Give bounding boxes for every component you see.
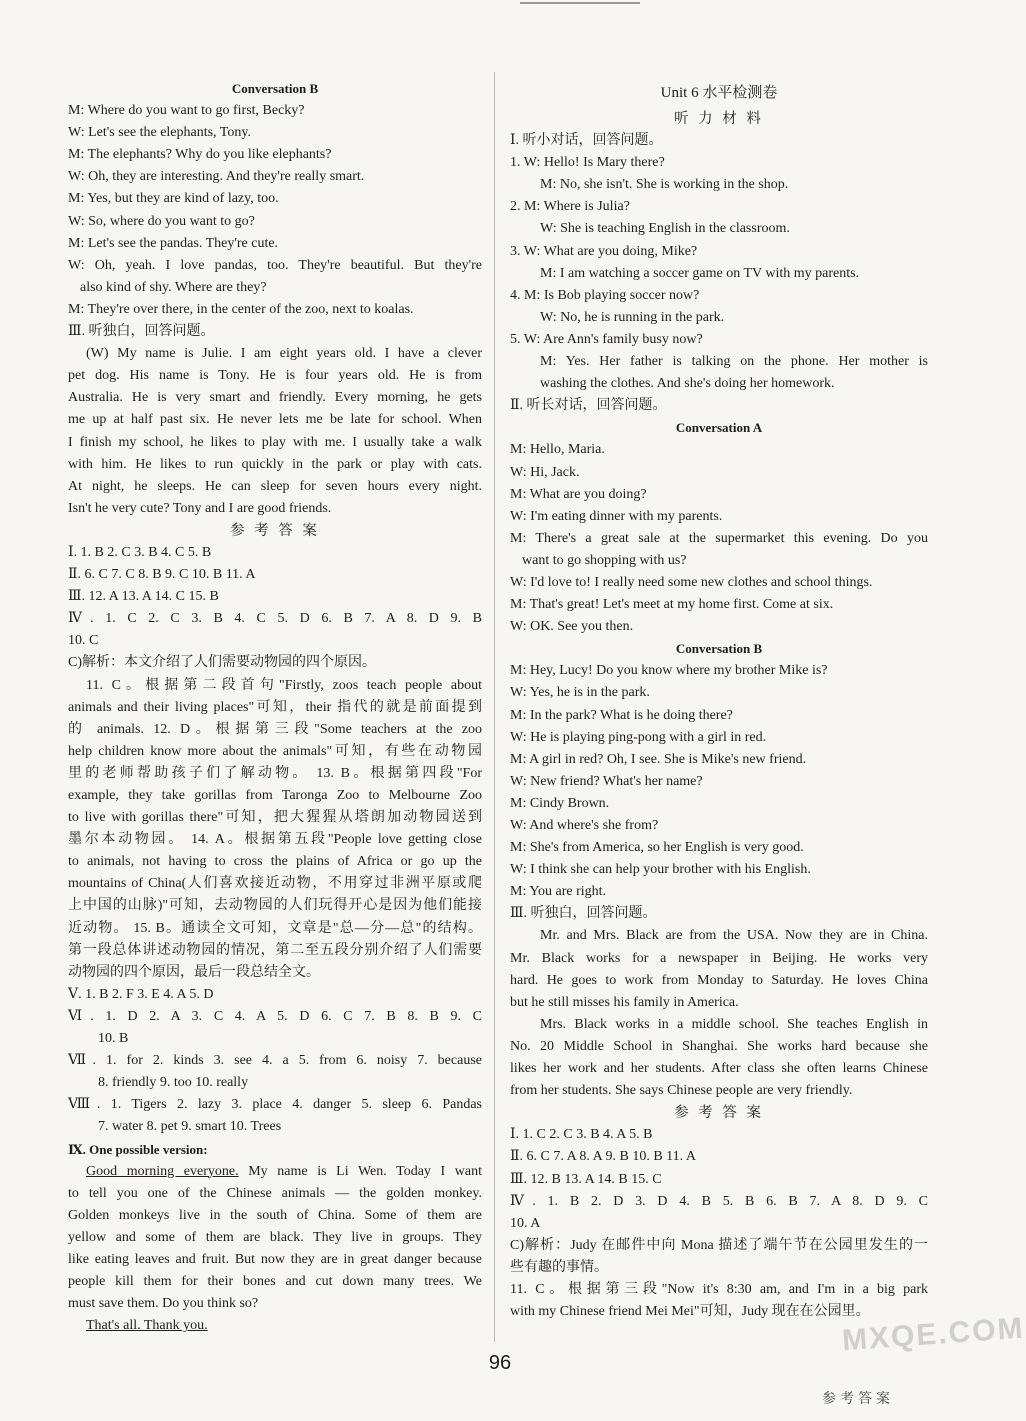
right-column-line: Mr. and Mrs. Black are from the USA. Now they are in China. <box>540 928 928 944</box>
right-column-line: M: She's from America, so her English is very good. <box>510 840 804 856</box>
right-column-line: 参 考 答 案 <box>674 1105 764 1122</box>
left-column-line: Ⅷ. 1. Tigers 2. lazy 3. place 4. danger 5. sleep 6. Pandas <box>68 1097 482 1113</box>
right-column-line: Unit 6 水平检测卷 <box>660 85 778 101</box>
left-column-line: to live with gorillas there"可知，把大猩猩从塔朗加动物园送到 <box>68 810 482 826</box>
left-column-line: Ⅰ. 1. B 2. C 3. B 4. C 5. B <box>68 544 212 560</box>
left-column-line: people kill them for their bones and cut down many trees. We <box>68 1274 482 1290</box>
right-column-line: W: New friend? What's her name? <box>510 773 703 789</box>
right-column-line: 些有趣的事情。 <box>510 1259 608 1275</box>
left-column-line: pet dog. His name is Tony. He is four years old. He is from <box>68 368 482 384</box>
left-column-line: (W) My name is Julie. I am eight years old. I have a clever <box>86 346 482 362</box>
left-column-line: like eating leaves and fruit. But now they are in great danger because <box>68 1251 482 1267</box>
right-column-line: W: Hi, Jack. <box>510 464 580 480</box>
column-divider <box>494 72 495 1342</box>
left-column-line: 近动物。 15. B。通读全文可知，文章是"总—分—总"的结构。 <box>68 920 482 936</box>
left-column-line: to tell you one of the Chinese animals — the golden monkey. <box>68 1185 482 1201</box>
left-column-line: 8. friendly 9. too 10. really <box>98 1075 249 1091</box>
left-column-line: M: Yes, but they are kind of lazy, too. <box>68 191 279 207</box>
left-column-line: Ⅴ. 1. B 2. F 3. E 4. A 5. D <box>68 986 214 1002</box>
left-column <box>68 78 482 1337</box>
right-column-line: W: He is playing ping-pong with a girl in red. <box>510 729 767 745</box>
left-column-line: 7. water 8. pet 9. smart 10. Trees <box>98 1119 282 1135</box>
right-column-line: W: And where's she from? <box>510 818 659 833</box>
left-column-line: 11. C。根据第二段首句"Firstly, zoos teach people about <box>86 677 482 693</box>
right-column-line: M: Yes. Her father is talking on the phone. Her mother is <box>540 354 928 370</box>
right-column-line: 11. C。根据第三段"Now it's 8:30 am, and I'm in a big park <box>510 1281 928 1297</box>
left-column-line: At night, he sleeps. He can sleep for seven hours every night. <box>68 478 482 494</box>
right-column-line: Ⅳ. 1. B 2. D 3. D 4. B 5. B 6. B 7. A 8. D 9. C <box>510 1193 928 1209</box>
right-column-line: Ⅲ. 听独白，回答问题。 <box>510 906 657 922</box>
left-column-line: to animals, not having to cross the plains of Africa or go up the <box>68 854 482 870</box>
left-column-line: 动物园的四个原因，最后一段总结全文。 <box>68 964 320 980</box>
left-column-line: Ⅵ. 1. D 2. A 3. C 4. A 5. D 6. C 7. B 8. B 9. C <box>68 1008 482 1024</box>
left-column-line: M: The elephants? Why do you like elephants? <box>68 147 332 163</box>
right-column-line: Ⅱ. 6. C 7. A 8. A 9. B 10. B 11. A <box>510 1149 696 1165</box>
left-column-line: Isn't he very cute? Tony and I are good friends. <box>68 500 332 516</box>
underlined-phrase: That's all. Thank you. <box>86 1318 208 1334</box>
line-text: My name is Li Wen. Today I want <box>238 1163 483 1179</box>
right-column-line: 听 力 材 料 <box>674 111 764 127</box>
right-column-line: M: A girl in red? Oh, I see. She is Mike's new friend. <box>510 751 807 767</box>
right-column-line: M: No, she isn't. She is working in the shop. <box>540 177 789 193</box>
footer-label: 参考答案 <box>822 1392 894 1407</box>
right-column-line: Ⅲ. 12. B 13. A 14. B 15. C <box>510 1171 662 1187</box>
right-column-line: M: Cindy Brown. <box>510 795 610 811</box>
right-column-line: but he still misses his family in America. <box>510 994 739 1010</box>
top-edge-mark <box>520 2 640 4</box>
right-column-line: with my Chinese friend Mei Mei"可知，Judy 现在在公园里。 <box>510 1304 870 1320</box>
left-column-line: 里的老师帮助孩子们了解动物。 13. B。根据第四段"For <box>68 765 482 781</box>
right-column-line: likes her work and her students. After class she often learns Chinese <box>510 1061 928 1077</box>
right-column-line: Mrs. Black works in a middle school. She teaches English in <box>540 1016 928 1032</box>
left-column-line: W: Oh, yeah. I love pandas, too. They're beautiful. But they're <box>68 257 482 273</box>
left-column-line: 10. C <box>68 633 99 649</box>
right-column-line: Ⅰ. 听小对话，回答问题。 <box>510 133 663 149</box>
left-column-line: 参 考 答 案 <box>230 522 320 539</box>
right-column-line: Ⅰ. 1. C 2. C 3. B 4. A 5. B <box>510 1127 653 1143</box>
underlined-phrase: Good morning everyone. <box>86 1163 239 1179</box>
right-column-line: 2. M: Where is Julia? <box>510 199 630 215</box>
right-column-line: W: I'm eating dinner with my parents. <box>510 508 723 524</box>
right-column-line: W: Yes, he is in the park. <box>510 685 650 701</box>
left-column-line: W: Oh, they are interesting. And they're really smart. <box>68 169 365 185</box>
left-column-line: Ⅶ. 1. for 2. kinds 3. see 4. a 5. from 6. noisy 7. because <box>68 1053 482 1069</box>
page-number: 96 <box>488 1352 512 1374</box>
right-column-line: M: In the park? What is he doing there? <box>510 707 733 723</box>
left-column-line: I finish my school, he likes to play with me. I usually take a walk <box>68 434 482 450</box>
left-column-line: Conversation B <box>231 81 319 96</box>
right-column-line: M: Hello, Maria. <box>510 442 605 458</box>
left-column-line: Ⅲ. 听独白，回答问题。 <box>68 324 215 340</box>
right-column-line: C)解析：Judy 在邮件中向 Mona 描述了端午节在公园里发生的一 <box>510 1237 928 1253</box>
right-column-line: No. 20 Middle School in Shanghai. She works hard because she <box>510 1038 928 1054</box>
right-column-line: 10. A <box>510 1215 541 1231</box>
right-column-line: Mr. Black works for a newspaper in Beijing. He works very <box>510 950 928 966</box>
left-column-line: Golden monkeys live in the south of China. Some of them are <box>68 1207 482 1223</box>
right-column-line: 3. W: What are you doing, Mike? <box>510 243 698 259</box>
watermark-logo: MXQE.COM <box>841 1311 1026 1358</box>
left-column-line: help children know more about the animals"可知，有些在动物园 <box>68 743 482 759</box>
right-column-line: M: You are right. <box>510 884 607 900</box>
right-column-line: M: What are you doing? <box>510 486 647 502</box>
right-column-line: hard. He goes to work from Monday to Saturday. He loves China <box>510 972 928 988</box>
left-column-line: 10. B <box>98 1031 129 1047</box>
left-column-line: Ⅸ. One possible version: <box>68 1141 208 1157</box>
right-column-line: 4. M: Is Bob playing soccer now? <box>510 287 700 303</box>
left-column-line: W: Let's see the elephants, Tony. <box>68 125 251 141</box>
left-column-line: also kind of shy. Where are they? <box>80 279 267 295</box>
right-column-line: Conversation B <box>675 641 763 657</box>
right-column-line: Ⅱ. 听长对话，回答问题。 <box>510 398 667 414</box>
left-column-line: 墨尔本动物园。 14. A。根据第五段"People love getting close <box>68 832 482 848</box>
right-column-line: W: No, he is running in the park. <box>540 309 725 325</box>
right-column-line: M: There's a great sale at the supermarket this evening. Do you <box>510 530 928 546</box>
right-column-line: 5. W: Are Ann's family busy now? <box>510 331 703 347</box>
left-column-line: M: Where do you want to go first, Becky? <box>68 103 305 119</box>
left-column-line: with him. He likes to run quickly in the park or play with cats. <box>68 456 482 472</box>
right-column-line: Conversation A <box>675 420 763 436</box>
left-column-line <box>68 1161 482 1183</box>
left-column-line: Ⅱ. 6. C 7. C 8. B 9. C 10. B 11. A <box>68 567 256 583</box>
left-column-line: me up at half past six. He never lets me be late for school. When <box>68 412 482 428</box>
left-column-line: M: Let's see the pandas. They're cute. <box>68 235 279 251</box>
left-column-line <box>68 1315 482 1337</box>
right-column-line: W: OK. See you then. <box>510 619 634 635</box>
left-column-line: animals and their living places"可知，their 指代的就是前面提到 <box>68 699 482 715</box>
left-column-line: Australia. He is very smart and friendly. Every morning, he gets <box>68 390 482 406</box>
left-column-line: example, they take gorillas from Taronga Zoo to Melbourne Zoo <box>68 788 482 803</box>
left-column-line: yellow and some of them are black. They live in groups. They <box>68 1229 482 1245</box>
right-column-line: M: I am watching a soccer game on TV with my parents. <box>540 265 860 281</box>
left-column-line: W: So, where do you want to go? <box>68 213 255 229</box>
right-column-line: W: She is teaching English in the classroom. <box>540 221 790 237</box>
right-column-line: M: That's great! Let's meet at my home first. Come at six. <box>510 597 834 613</box>
right-column <box>510 78 928 1323</box>
left-column-line: Ⅳ. 1. C 2. C 3. B 4. C 5. D 6. B 7. A 8. D 9. B <box>68 611 482 627</box>
left-column-line: Ⅲ. 12. A 13. A 14. C 15. B <box>68 589 219 605</box>
left-column-line: C)解析：本文介绍了人们需要动物园的四个原因。 <box>68 655 376 671</box>
left-column-line: 的 animals. 12. D。根据第三段"Some teachers at the zoo <box>68 721 482 737</box>
right-column-line: W: I think she can help your brother with his English. <box>510 862 811 878</box>
right-column-line: want to go shopping with us? <box>522 552 687 568</box>
right-column-line: washing the clothes. And she's doing her homework. <box>540 376 835 392</box>
left-column-line: mountains of China(人们喜欢接近动物，不用穿过非洲平原或爬 <box>68 876 482 892</box>
left-column-line: must save them. Do you think so? <box>68 1296 259 1312</box>
right-column-line: 1. W: Hello! Is Mary there? <box>510 155 665 171</box>
right-column-line: from her students. She says Chinese people are very friendly. <box>510 1083 853 1099</box>
right-column-line: M: Hey, Lucy! Do you know where my brother Mike is? <box>510 663 828 679</box>
left-column-line: 第一段总体讲述动物园的情况，第二至五段分别介绍了人们需要 <box>68 942 482 958</box>
left-column-line: M: They're over there, in the center of the zoo, next to koalas. <box>68 301 414 317</box>
right-column-line: W: I'd love to! I really need some new clothes and school things. <box>510 574 873 590</box>
left-column-line: 上中国的山脉)"可知，去动物园的人们玩得开心是因为他们能接 <box>68 898 482 914</box>
